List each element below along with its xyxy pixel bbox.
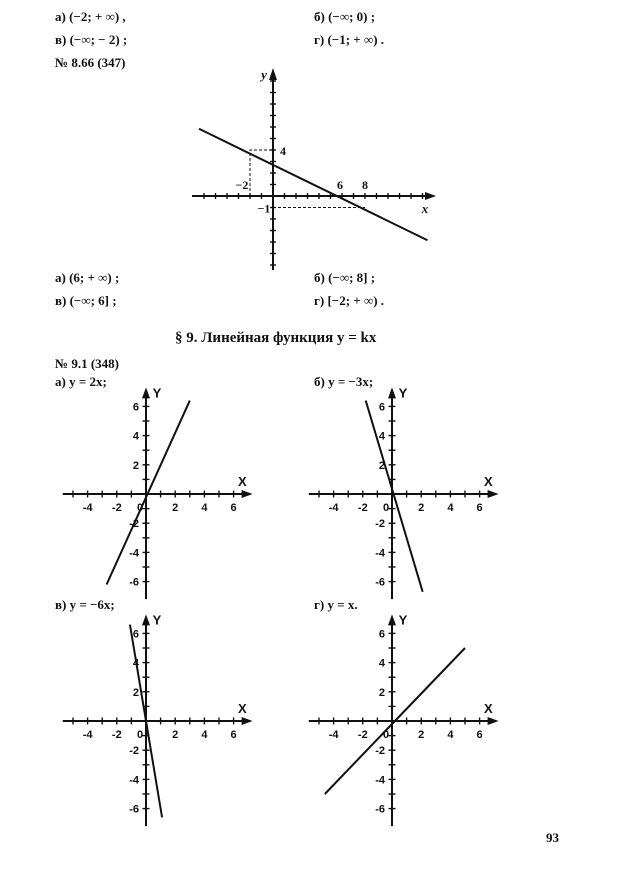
answer-v-top: в) (−∞; − 2) ; — [55, 32, 128, 47]
answer-a-top: а) (−2; + ∞) , — [55, 9, 126, 24]
answer-b-866: б) (−∞; 8] ; — [314, 270, 376, 285]
x-tick-label: -2 — [357, 502, 368, 514]
x-tick-label: -2 — [111, 502, 122, 514]
series-line — [199, 129, 428, 241]
chart-y-2x — [63, 386, 253, 599]
item-a-label: а) y = 2x; — [55, 374, 107, 389]
tick-label-minus-1: −1 — [257, 201, 271, 216]
y-tick-label: 6 — [132, 401, 139, 414]
x-tick-label: 2 — [172, 502, 179, 514]
chart-y-x — [309, 613, 499, 826]
answer-g-top: г) (−1; + ∞) . — [314, 32, 385, 47]
x-tick-label: 0 — [382, 502, 390, 514]
y-axis-arrow — [142, 387, 150, 398]
item-b-label: б) y = −3x; — [314, 374, 374, 389]
tick-label-6: 6 — [337, 178, 343, 192]
y-tick-label: 4 — [378, 430, 385, 443]
y-tick-label: 2 — [132, 686, 139, 699]
item-v-label: в) y = −6x; — [55, 597, 115, 612]
y-tick-label: -2 — [375, 745, 385, 758]
answer-v-866: в) (−∞; 6] ; — [55, 293, 117, 308]
x-axis-arrow — [242, 490, 253, 498]
y-tick-label: 6 — [378, 401, 385, 414]
y-axis-label: Y — [398, 612, 408, 628]
answer-g-866: г) [−2; + ∞) . — [314, 293, 385, 308]
x-axis-label: X — [484, 474, 493, 489]
section-title: § 9. Линейная функция y = kx — [175, 330, 377, 346]
x-tick-label: 0 — [382, 729, 390, 741]
x-tick-label: -4 — [328, 502, 339, 514]
problem-8-66-label: № 8.66 (347) — [55, 55, 126, 70]
y-tick-label: -4 — [375, 547, 385, 560]
series-line — [107, 401, 190, 585]
y-tick-label: -4 — [129, 547, 139, 560]
y-tick-label: -2 — [129, 745, 139, 758]
y-axis-arrow — [142, 614, 150, 625]
y-tick-label: 4 — [132, 657, 139, 670]
page-number: 93 — [546, 830, 559, 845]
x-tick-label: 0 — [136, 729, 144, 741]
y-tick-label: -6 — [375, 803, 385, 816]
y-axis-arrow — [388, 614, 396, 625]
problem-9-1-label: № 9.1 (348) — [55, 356, 119, 371]
x-tick-label: 2 — [418, 729, 425, 741]
tick-label-8: 8 — [362, 178, 368, 192]
y-tick-label: -4 — [375, 774, 385, 787]
x-tick-label: 4 — [447, 729, 454, 741]
tick-label-minus-2: −2 — [235, 178, 249, 192]
x-tick-label: -4 — [82, 729, 93, 741]
x-axis-arrow — [242, 717, 253, 725]
x-tick-label: 4 — [201, 502, 208, 514]
y-tick-label: -4 — [129, 774, 139, 787]
y-tick-label: 4 — [378, 657, 385, 670]
x-tick-label: 0 — [136, 502, 144, 514]
y-tick-label: 6 — [132, 628, 139, 641]
guide-x-minus-2 — [250, 150, 273, 196]
x-axis-label: x — [421, 201, 429, 216]
x-tick-label: 2 — [172, 729, 179, 741]
y-tick-label: 2 — [132, 459, 139, 472]
chart-8-66 — [192, 67, 436, 270]
y-tick-label: 2 — [378, 686, 385, 699]
x-axis-arrow — [488, 490, 499, 498]
y-tick-label: -2 — [375, 518, 385, 531]
item-g-label: г) y = x. — [314, 597, 358, 612]
y-axis-arrow — [269, 68, 277, 80]
y-axis-label: Y — [152, 385, 162, 401]
x-tick-label: -4 — [82, 502, 93, 514]
y-axis-label: Y — [398, 385, 408, 401]
y-tick-label: -6 — [129, 576, 139, 589]
chart-y-minus-6x — [63, 613, 253, 826]
x-tick-label: -2 — [357, 729, 368, 741]
x-tick-label: 4 — [447, 502, 454, 514]
x-axis-label: X — [238, 701, 247, 716]
y-axis-label: Y — [152, 612, 162, 628]
y-tick-label: 6 — [378, 628, 385, 641]
x-tick-label: 6 — [476, 502, 483, 514]
y-tick-label: -6 — [129, 803, 139, 816]
x-axis-arrow — [488, 717, 499, 725]
y-axis-arrow — [388, 387, 396, 398]
y-tick-label: 2 — [378, 459, 385, 472]
x-tick-label: -4 — [328, 729, 339, 741]
x-axis-arrow — [425, 192, 436, 200]
x-tick-label: 6 — [230, 502, 237, 514]
chart-y-minus-3x — [309, 386, 499, 599]
x-tick-label: 2 — [418, 502, 425, 514]
answer-b-top: б) (−∞; 0) ; — [314, 9, 376, 24]
answer-a-866: а) (6; + ∞) ; — [55, 270, 120, 285]
y-tick-label: -2 — [129, 518, 139, 531]
y-tick-label: -6 — [375, 576, 385, 589]
x-tick-label: -2 — [111, 729, 122, 741]
tick-label-4: 4 — [280, 144, 286, 158]
x-tick-label: 6 — [476, 729, 483, 741]
y-axis-label: y — [261, 67, 267, 82]
series-line — [366, 401, 423, 592]
x-tick-label: 4 — [201, 729, 208, 741]
x-tick-label: 6 — [230, 729, 237, 741]
y-tick-label: 4 — [132, 430, 139, 443]
x-axis-label: X — [484, 701, 493, 716]
x-axis-label: X — [238, 474, 247, 489]
